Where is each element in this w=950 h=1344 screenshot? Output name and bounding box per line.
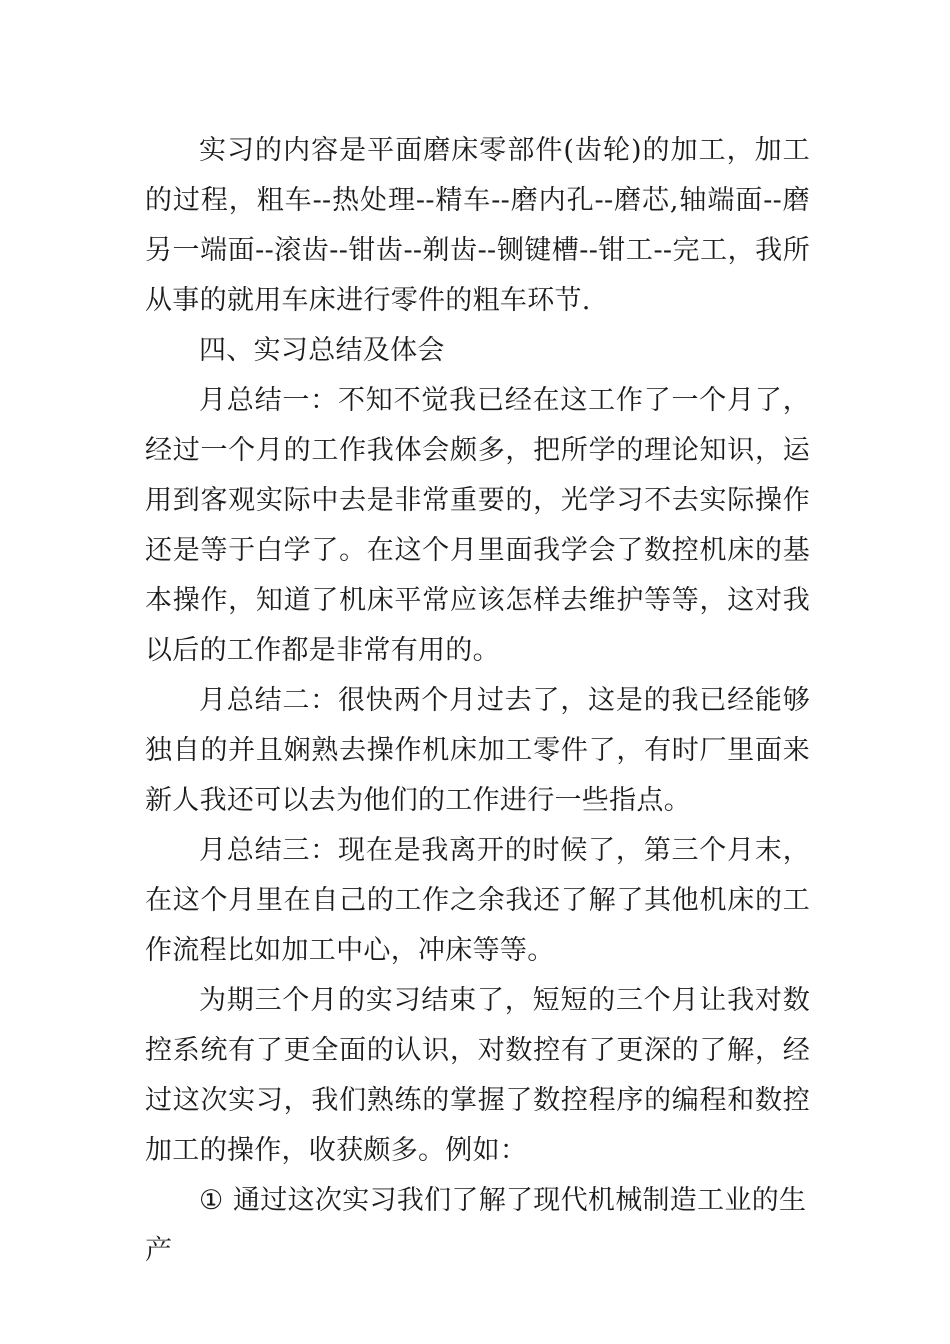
list-item [145,1176,810,1276]
list-marker: ① [199,1185,224,1216]
paragraph-month-summary-1: 月总结一：不知不觉我已经在这工作了一个月了，经过一个月的工作我体会颇多，把所学的理论知识，运用到客观实际中去是非常重要的，光学习不去实际操作还是等于白学了。在这个月里面我学会了数控机床的基本操作，知道了机床平常应该怎样去维护等等，这对我以后的工作都是非常有用的。 [145,385,810,666]
paragraph-month-summary-3: 月总结三：现在是我离开的时候了，第三个月末，在这个月里在自己的工作之余我还了解了其他机床的工作流程比如加工中心，冲床等等。 [145,835,810,966]
section-heading: 四、实习总结及体会 [199,335,445,366]
paragraph-month-summary-2: 月总结二：很快两个月过去了，这是的我已经能够独自的并且娴熟去操作机床加工零件了，有时厂里面来新人我还可以去为他们的工作进行一些指点。 [145,685,810,816]
list-item-text: 通过这次实习我们了解了现代机械制造工业的生产 [145,1185,807,1266]
paragraph-conclusion: 为期三个月的实习结束了，短短的三个月让我对数控系统有了更全面的认识，对数控有了更深的了解，经过这次实习，我们熟练的掌握了数控程序的编程和数控加工的操作，收获颇多。例如： [145,985,810,1166]
document-body [145,126,810,1276]
paragraph-process: 实习的内容是平面磨床零部件(齿轮)的加工，加工的过程，粗车--热处理--精车--磨内孔--磨芯,轴端面--磨另一端面--滚齿--钳齿--剃齿--铡键槽--钳工--完工，我所从事的就用车床进行零件的粗车环节. [145,135,810,316]
